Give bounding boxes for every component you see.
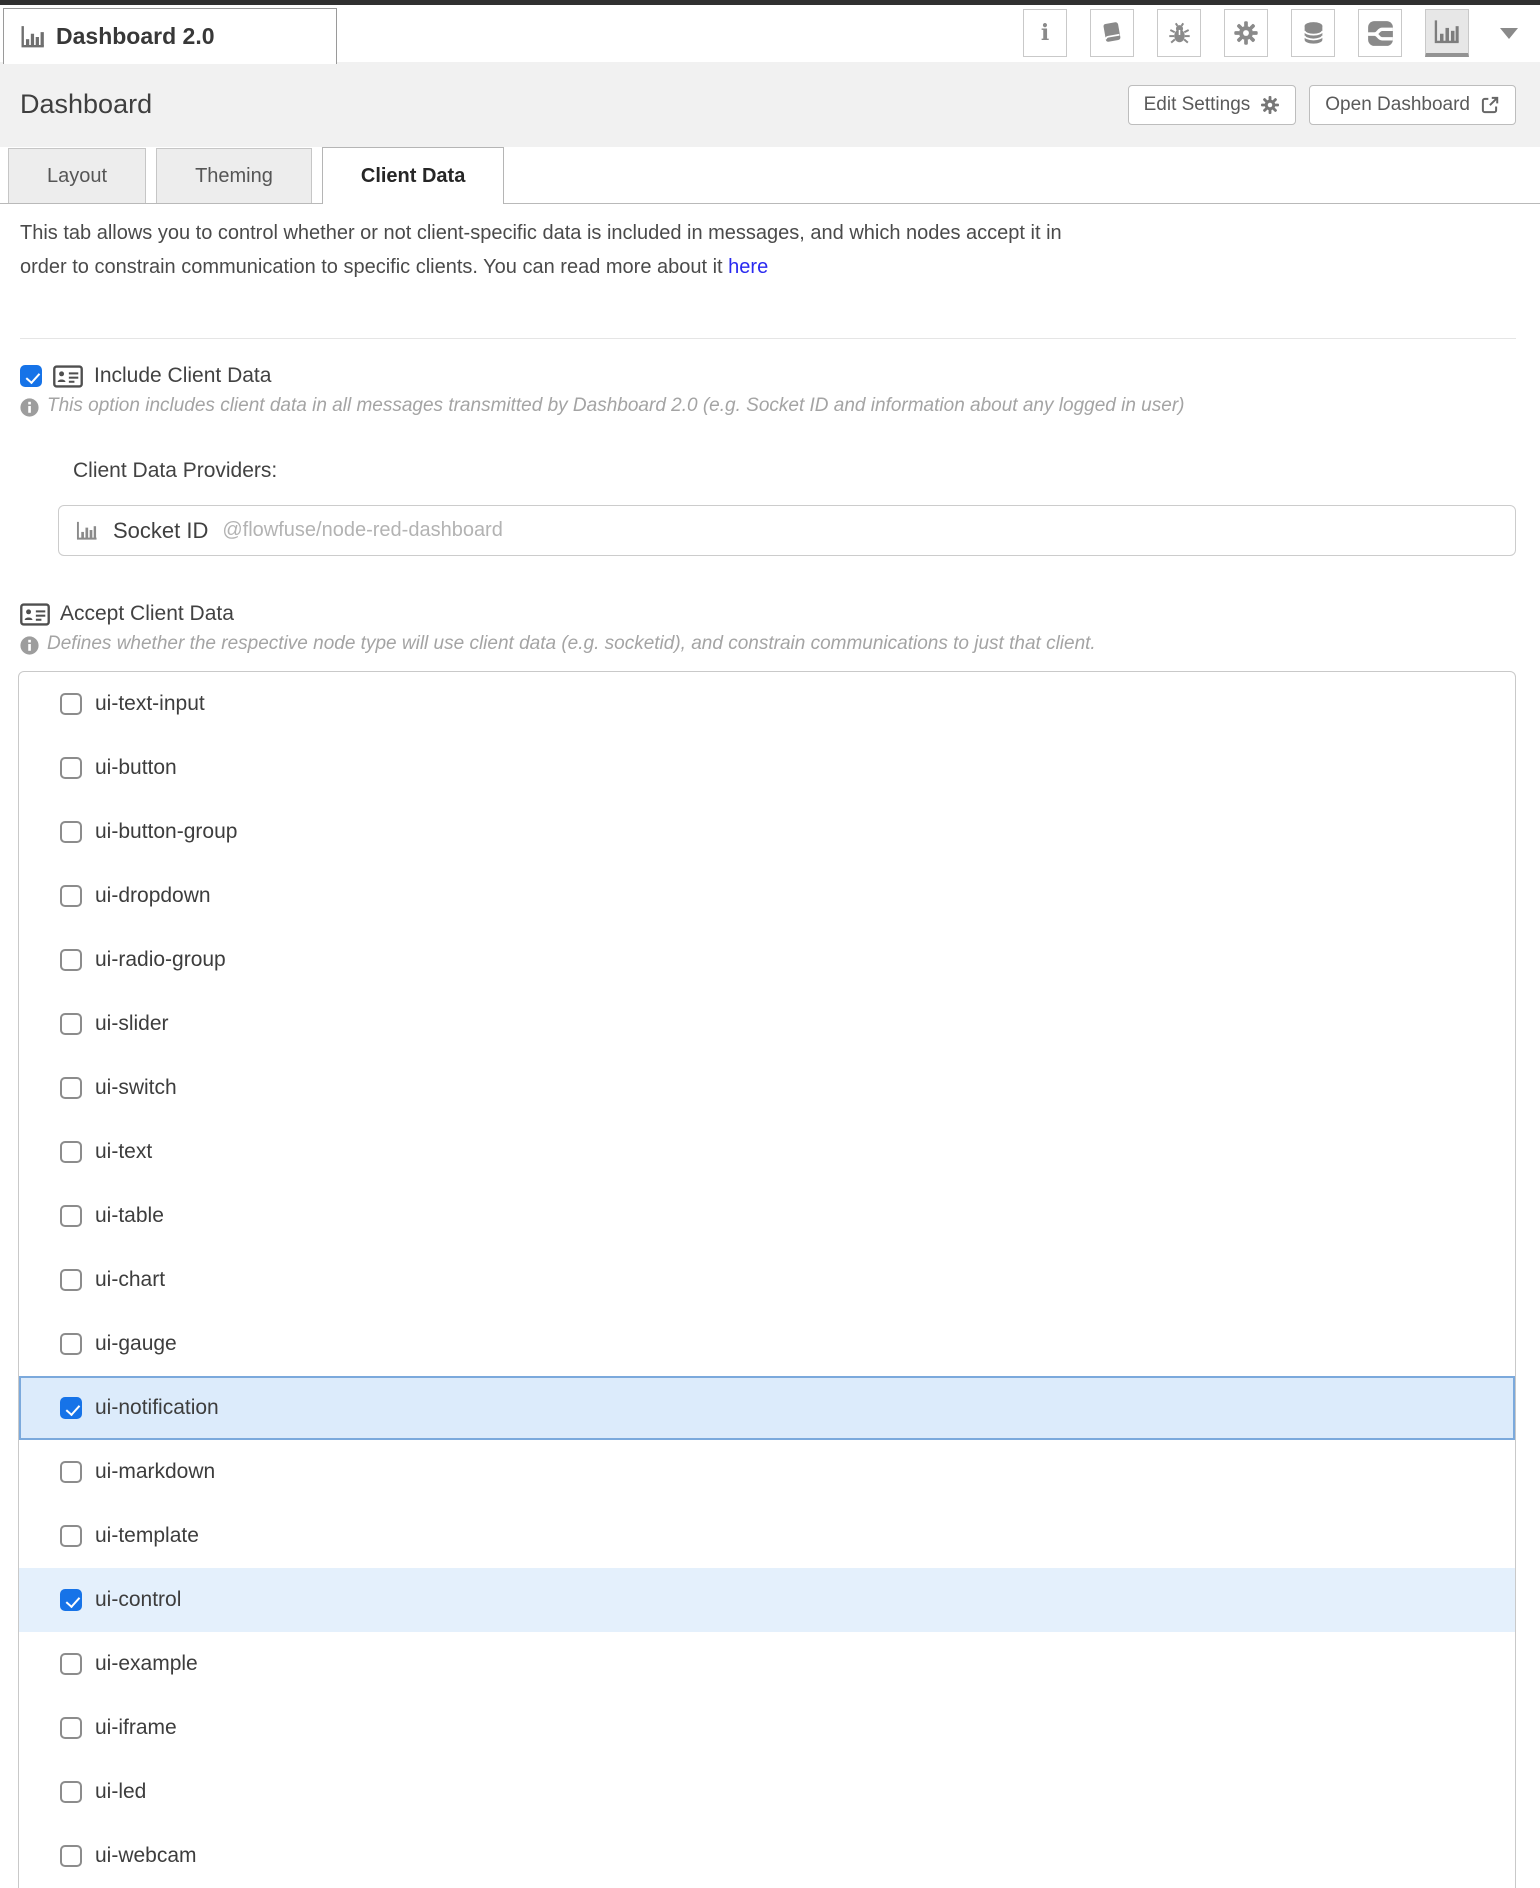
- node-checkbox[interactable]: [60, 757, 82, 779]
- node-checkbox[interactable]: [60, 1141, 82, 1163]
- gear-icon: [1260, 95, 1280, 115]
- info-circle-icon: [20, 398, 39, 417]
- node-checkbox[interactable]: [60, 1013, 82, 1035]
- svg-text:i: i: [1040, 20, 1050, 46]
- providers-label: Client Data Providers:: [73, 459, 278, 482]
- node-label: ui-iframe: [95, 1716, 177, 1739]
- section-divider: [20, 338, 1516, 339]
- tab-client-data-label: Client Data: [360, 164, 466, 187]
- sidebar-tab-dashboard[interactable]: [3, 8, 337, 64]
- node-label: ui-markdown: [95, 1460, 216, 1483]
- node-row-ui-text[interactable]: [19, 1120, 1515, 1184]
- accept-client-data-hint-text: Defines whether the respective node type will use client data (e.g. socketid), and constrain communications to just that client.: [47, 633, 1096, 654]
- node-checkbox[interactable]: [60, 1397, 82, 1419]
- page-title: Dashboard: [20, 89, 153, 119]
- provider-package: @flowfuse/node-red-dashboard: [222, 519, 503, 541]
- include-client-data-checkbox[interactable]: [20, 365, 42, 387]
- tab-client-data[interactable]: [322, 147, 504, 204]
- node-row-ui-markdown[interactable]: [19, 1440, 1515, 1504]
- node-label: ui-control: [95, 1588, 182, 1611]
- tab-theming-label: Theming: [195, 164, 273, 187]
- accept-client-data-heading: [20, 602, 1516, 626]
- node-row-ui-gauge[interactable]: [19, 1312, 1515, 1376]
- node-checkbox[interactable]: [60, 1525, 82, 1547]
- tab-description-line2: order to constrain communication to specific clients. You can read more about it: [20, 256, 729, 278]
- node-checkbox[interactable]: [60, 1333, 82, 1355]
- node-checkbox[interactable]: [60, 693, 82, 715]
- include-client-data-label: Include Client Data: [94, 364, 272, 387]
- node-row-ui-control[interactable]: [19, 1568, 1515, 1632]
- node-checkbox[interactable]: [60, 1717, 82, 1739]
- node-label: ui-gauge: [95, 1332, 177, 1355]
- info-icon[interactable]: [1023, 9, 1067, 57]
- accept-client-data-hint: [20, 633, 1516, 655]
- node-label: ui-chart: [95, 1268, 166, 1291]
- node-label: ui-template: [95, 1524, 199, 1547]
- chevron-down-icon[interactable]: [1500, 28, 1518, 39]
- node-row-ui-template[interactable]: [19, 1504, 1515, 1568]
- node-checkbox[interactable]: [60, 1077, 82, 1099]
- node-checkbox[interactable]: [60, 821, 82, 843]
- debug-bug-icon[interactable]: [1157, 9, 1201, 57]
- edit-settings-label: Edit Settings: [1143, 93, 1251, 115]
- node-checkbox[interactable]: [60, 1781, 82, 1803]
- node-row-ui-chart[interactable]: [19, 1248, 1515, 1312]
- node-checkbox[interactable]: [60, 1269, 82, 1291]
- read-more-link[interactable]: here: [728, 256, 769, 278]
- accept-client-data-label: Accept Client Data: [60, 602, 234, 625]
- external-link-icon: [1480, 95, 1500, 115]
- context-database-icon[interactable]: [1291, 9, 1335, 57]
- sidebar-toolbar: [1023, 9, 1518, 57]
- node-row-ui-led[interactable]: [19, 1760, 1515, 1824]
- node-checkbox[interactable]: [60, 1845, 82, 1867]
- node-label: ui-switch: [95, 1076, 177, 1099]
- node-label: ui-led: [95, 1780, 147, 1803]
- node-label: ui-button-group: [95, 820, 238, 843]
- split-fork-icon[interactable]: [1358, 9, 1402, 57]
- include-client-data-hint: [20, 395, 1516, 417]
- accept-node-list: [18, 671, 1516, 1888]
- info-circle-icon: [20, 636, 39, 655]
- edit-settings-button[interactable]: [1128, 85, 1297, 125]
- tab-layout-label: Layout: [47, 164, 108, 187]
- node-label: ui-table: [95, 1204, 164, 1227]
- open-dashboard-button[interactable]: [1309, 85, 1516, 125]
- node-label: ui-example: [95, 1652, 198, 1675]
- node-row-ui-webcam[interactable]: [19, 1824, 1515, 1888]
- node-label: ui-webcam: [95, 1844, 197, 1867]
- settings-tabbar: [0, 147, 1540, 204]
- node-row-ui-button[interactable]: [19, 736, 1515, 800]
- node-row-ui-dropdown[interactable]: [19, 864, 1515, 928]
- node-row-ui-text-input[interactable]: [19, 672, 1515, 736]
- include-client-data-row[interactable]: [20, 364, 1516, 388]
- node-checkbox[interactable]: [60, 1589, 82, 1611]
- node-row-ui-button-group[interactable]: [19, 800, 1515, 864]
- tab-layout[interactable]: [8, 148, 146, 203]
- help-book-icon[interactable]: [1090, 9, 1134, 57]
- node-checkbox[interactable]: [60, 949, 82, 971]
- node-label: ui-button: [95, 756, 177, 779]
- node-label: ui-slider: [95, 1012, 169, 1035]
- settings-gear-icon[interactable]: [1224, 9, 1268, 57]
- node-row-ui-slider[interactable]: [19, 992, 1515, 1056]
- dashboard-header: [0, 62, 1540, 147]
- open-dashboard-label: Open Dashboard: [1325, 93, 1470, 115]
- id-card-icon: [53, 365, 83, 388]
- dashboard-chart-icon[interactable]: [1425, 9, 1469, 57]
- node-row-ui-example[interactable]: [19, 1632, 1515, 1696]
- sidebar-tabstrip: [0, 5, 1540, 62]
- include-client-data-hint-text: This option includes client data in all messages transmitted by Dashboard 2.0 (e.g. Socket ID and information about any logged in user): [47, 395, 1185, 416]
- node-label: ui-notification: [95, 1396, 219, 1419]
- bar-chart-icon: [75, 520, 99, 541]
- node-label: ui-text: [95, 1140, 153, 1163]
- node-checkbox[interactable]: [60, 885, 82, 907]
- node-checkbox[interactable]: [60, 1653, 82, 1675]
- tab-description: [20, 216, 1290, 284]
- node-label: ui-dropdown: [95, 884, 211, 907]
- node-row-ui-radio-group[interactable]: [19, 928, 1515, 992]
- node-checkbox[interactable]: [60, 1205, 82, 1227]
- sidebar-tab-title: Dashboard 2.0: [56, 23, 215, 49]
- node-checkbox[interactable]: [60, 1461, 82, 1483]
- bar-chart-icon: [20, 25, 46, 49]
- provider-name: Socket ID: [113, 517, 209, 543]
- node-label: ui-radio-group: [95, 948, 226, 971]
- tab-theming[interactable]: [156, 148, 312, 203]
- provider-item-socket-id[interactable]: [58, 505, 1516, 556]
- node-row-ui-table[interactable]: [19, 1184, 1515, 1248]
- tab-description-line1: This tab allows you to control whether or not client-specific data is included in messages, and which nodes accept it in: [20, 222, 1062, 244]
- client-data-providers-section: [58, 459, 1516, 556]
- id-card-icon: [20, 603, 50, 626]
- node-row-ui-switch[interactable]: [19, 1056, 1515, 1120]
- node-label: ui-text-input: [95, 692, 205, 715]
- node-row-ui-notification[interactable]: [19, 1376, 1515, 1440]
- node-row-ui-iframe[interactable]: [19, 1696, 1515, 1760]
